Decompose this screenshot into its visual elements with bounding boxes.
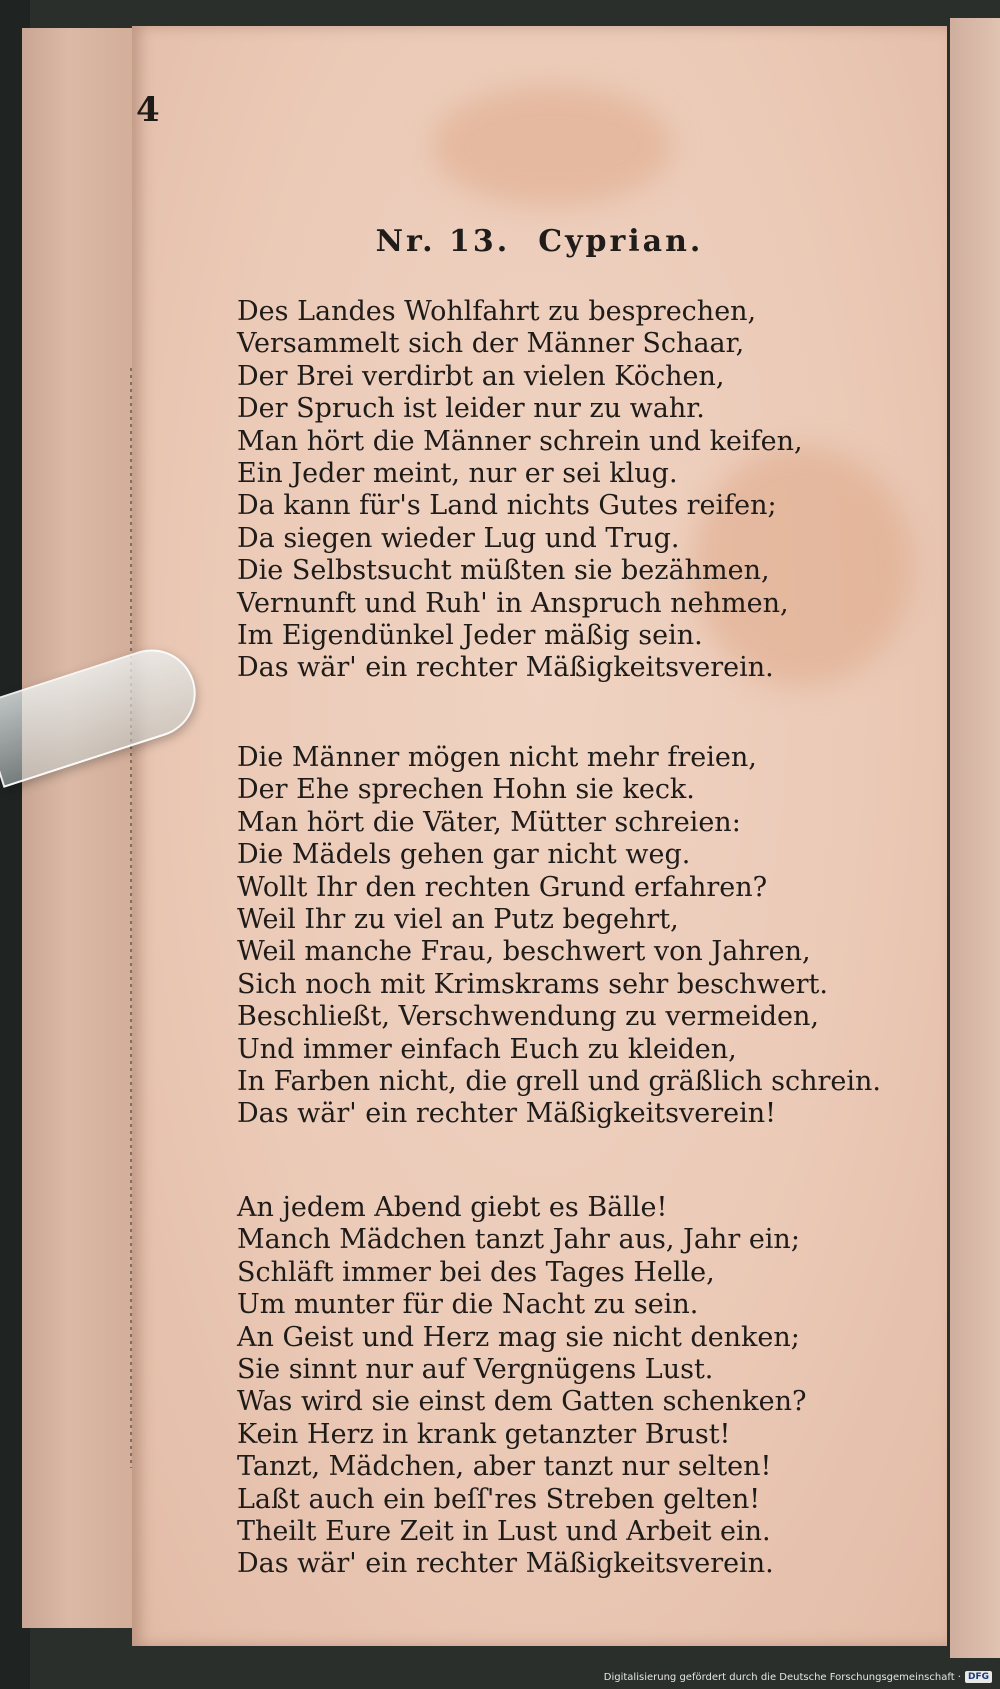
- verse-line: Da siegen wieder Lug und Trug.: [237, 522, 680, 554]
- dfg-logo: DFG: [965, 1671, 992, 1683]
- verse-line: Man hört die Väter, Mütter schreien:: [237, 806, 741, 838]
- verse-line: Der Spruch ist leider nur zu wahr.: [237, 393, 705, 425]
- verse-line: Da kann für's Land nichts Gutes reifen;: [237, 490, 777, 522]
- verse-line: Beschließt, Verschwendung zu vermeiden,: [237, 1001, 819, 1033]
- verse-line: Im Eigendünkel Jeder mäßig sein.: [237, 620, 703, 652]
- verse-line: Die Männer mögen nicht mehr freien,: [237, 742, 757, 773]
- verse-line: Der Ehe sprechen Hohn sie keck.: [237, 774, 695, 806]
- verse-line: Kein Herz in krank getanzter Brust!: [237, 1418, 731, 1450]
- verse-line: Man hört die Männer schrein und keifen,: [237, 425, 803, 457]
- verse-line: Sie sinnt nur auf Vergnügens Lust.: [237, 1354, 714, 1386]
- verse-line: Das wär' ein rechter Mäßigkeitsverein.: [237, 652, 774, 684]
- verse-line: Schläft immer bei des Tages Helle,: [237, 1256, 715, 1288]
- credit-text: Digitalisierung gefördert durch die Deutsche Forschungsgemeinschaft ·: [603, 1671, 961, 1683]
- poem-name: Cyprian.: [538, 224, 704, 259]
- verse-line: An Geist und Herz mag sie nicht denken;: [237, 1321, 800, 1353]
- verse-line: An jedem Abend giebt es Bälle!: [237, 1192, 668, 1223]
- verse-line: Ein Jeder meint, nur er sei klug.: [237, 458, 678, 490]
- verse-line: Die Mädels gehen gar nicht weg.: [237, 839, 691, 871]
- verse-line: Der Brei verdirbt an vielen Köchen,: [237, 360, 725, 392]
- verse-line: Das wär' ein rechter Mäßigkeitsverein.: [237, 1548, 774, 1580]
- verse-line: Manch Mädchen tanzt Jahr aus, Jahr ein;: [237, 1224, 800, 1256]
- stanza-2: [237, 742, 927, 1131]
- verse-line: Laßt auch ein beſſ'res Streben gelten!: [237, 1483, 761, 1515]
- stanza-1: [237, 296, 927, 685]
- poem-title: [132, 224, 947, 259]
- verse-line: Sich noch mit Krimskrams sehr beschwert.: [237, 968, 828, 1000]
- verse-line: Des Landes Wohlfahrt zu besprechen,: [237, 296, 757, 327]
- verse-line: Vernunft und Ruh' in Anspruch nehmen,: [237, 587, 789, 619]
- verse-line: Wollt Ihr den rechten Grund erfahren?: [237, 871, 768, 903]
- left-page-stack: [22, 28, 142, 1628]
- book-page: [132, 26, 947, 1646]
- verse-line: In Farben nicht, die grell und gräßlich schrein.: [237, 1066, 882, 1098]
- verse-line: Versammelt sich der Männer Schaar,: [237, 328, 745, 360]
- poem-number: Nr. 13.: [375, 224, 511, 259]
- verse-line: Weil manche Frau, beschwert von Jahren,: [237, 936, 811, 968]
- verse-line: Das wär' ein rechter Mäßigkeitsverein!: [237, 1098, 776, 1130]
- verse-line: Was wird sie einst dem Gatten schenken?: [237, 1386, 807, 1418]
- verse-line: Tanzt, Mädchen, aber tanzt nur selten!: [237, 1451, 772, 1483]
- verse-line: Um munter für die Nacht zu sein.: [237, 1289, 699, 1321]
- digitization-credit: [604, 1671, 992, 1683]
- verse-line: Die Selbstsucht müßten sie bezähmen,: [237, 555, 770, 587]
- right-page-edge: [950, 18, 1000, 1658]
- stanza-3: [237, 1192, 927, 1581]
- paper-stain: [432, 86, 672, 206]
- verse-line: Theilt Eure Zeit in Lust und Arbeit ein.: [237, 1516, 771, 1548]
- page-number: 4: [136, 90, 160, 130]
- verse-line: Weil Ihr zu viel an Putz begehrt,: [237, 904, 679, 936]
- verse-line: Und immer einfach Euch zu kleiden,: [237, 1033, 737, 1065]
